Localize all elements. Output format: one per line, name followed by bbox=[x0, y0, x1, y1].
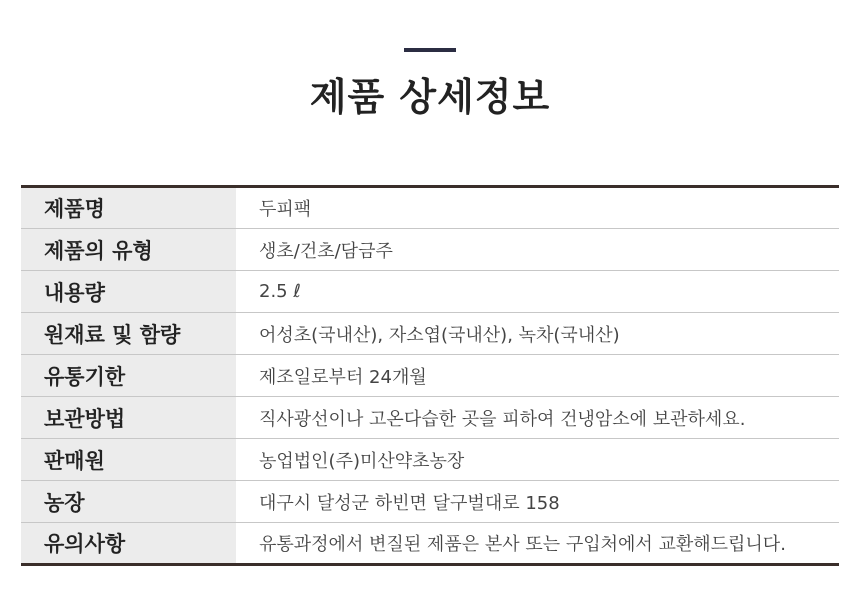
row-value: 어성초(국내산), 자소엽(국내산), 녹차(국내산) bbox=[236, 313, 839, 355]
table-row bbox=[21, 481, 839, 523]
row-value: 유통과정에서 변질된 제품은 본사 또는 구입처에서 교환해드립니다. bbox=[236, 523, 839, 565]
row-label: 유의사항 bbox=[21, 523, 236, 565]
table-row bbox=[21, 229, 839, 271]
row-label: 판매원 bbox=[21, 439, 236, 481]
row-value: 제조일로부터 24개월 bbox=[236, 355, 839, 397]
table-row bbox=[21, 523, 839, 565]
row-label: 내용량 bbox=[21, 271, 236, 313]
table-row bbox=[21, 271, 839, 313]
row-value: 직사광선이나 고온다습한 곳을 피하여 건냉암소에 보관하세요. bbox=[236, 397, 839, 439]
row-value: 대구시 달성군 하빈면 달구벌대로 158 bbox=[236, 481, 839, 523]
row-value: 농업법인(주)미산약초농장 bbox=[236, 439, 839, 481]
product-spec-table bbox=[21, 185, 839, 566]
row-label: 원재료 및 함량 bbox=[21, 313, 236, 355]
table-row bbox=[21, 187, 839, 229]
title-accent-bar bbox=[404, 48, 456, 52]
table-row bbox=[21, 397, 839, 439]
row-value: 2.5 ℓ bbox=[236, 271, 839, 313]
row-label: 보관방법 bbox=[21, 397, 236, 439]
table-row bbox=[21, 355, 839, 397]
row-label: 유통기한 bbox=[21, 355, 236, 397]
table-row bbox=[21, 313, 839, 355]
row-label: 제품의 유형 bbox=[21, 229, 236, 271]
row-label: 제품명 bbox=[21, 187, 236, 229]
page-title: 제품 상세정보 bbox=[309, 75, 551, 119]
row-value: 생초/건초/담금주 bbox=[236, 229, 839, 271]
row-value: 두피팩 bbox=[259, 199, 312, 220]
row-label: 농장 bbox=[21, 481, 236, 523]
table-row bbox=[21, 439, 839, 481]
